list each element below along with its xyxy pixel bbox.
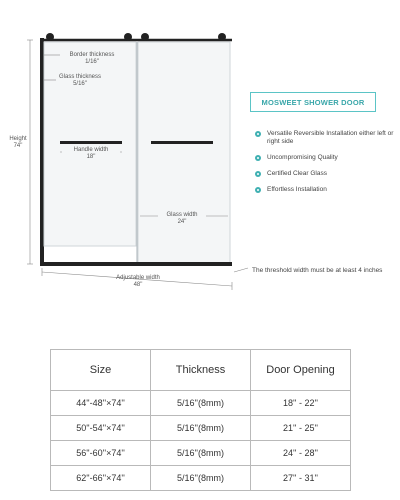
bullet-icon <box>255 155 261 161</box>
height-label: Height 74" <box>9 136 27 149</box>
roller-left <box>46 33 54 41</box>
header-size: Size <box>51 350 151 391</box>
cell-thickness: 5/16''(8mm) <box>151 466 251 491</box>
cell-thickness: 5/16''(8mm) <box>151 391 251 416</box>
bullet-icon <box>255 187 261 193</box>
right-glass-panel <box>138 42 230 264</box>
header-thickness: Thickness <box>151 350 251 391</box>
cell-thickness: 5/16''(8mm) <box>151 441 251 466</box>
feature-list <box>255 130 395 202</box>
header-door-opening: Door Opening <box>251 350 351 391</box>
product-title-text: MOSWEET SHOWER DOOR <box>261 97 365 107</box>
table-row <box>51 416 351 441</box>
right-handle <box>151 141 213 144</box>
table-row <box>51 466 351 491</box>
feature-item: Certified Clear Glass <box>255 170 395 178</box>
spec-table <box>50 349 351 491</box>
feature-item: Uncompromising Quality <box>255 154 395 162</box>
roller-right <box>141 33 149 41</box>
cell-door-opening: 18'' - 22'' <box>251 391 351 416</box>
threshold-note: The threshold width must be at least 4 inches <box>252 267 383 274</box>
table-header-row <box>51 350 351 391</box>
cell-door-opening: 27'' - 31'' <box>251 466 351 491</box>
left-handle <box>60 141 122 144</box>
border-thickness-label: Border thickness 1/16" <box>69 52 115 65</box>
glass-width-label: Glass width 24" <box>158 212 206 226</box>
feature-item: Effortless Installation <box>255 186 395 194</box>
table-row <box>51 441 351 466</box>
adjustable-width-label: Adjustable width 48" <box>116 275 160 288</box>
bottom-threshold <box>40 262 232 266</box>
product-title <box>250 92 376 112</box>
cell-size: 56''-60''×74'' <box>51 441 151 466</box>
glass-thickness-label: Glass thickness 5/16" <box>58 74 101 87</box>
bullet-icon <box>255 171 261 177</box>
cell-size: 50''-54''×74'' <box>51 416 151 441</box>
left-frame <box>40 38 44 264</box>
table-row <box>51 391 351 416</box>
bullet-icon <box>255 131 261 137</box>
cell-door-opening: 21'' - 25'' <box>251 416 351 441</box>
cell-size: 62''-66''×74'' <box>51 466 151 491</box>
feature-item: Versatile Reversible Installation either left or right side <box>255 130 395 146</box>
roller-left-2 <box>124 33 132 41</box>
shower-door-diagram <box>0 0 250 300</box>
cell-thickness: 5/16''(8mm) <box>151 416 251 441</box>
cell-door-opening: 24'' - 28'' <box>251 441 351 466</box>
roller-right-2 <box>218 33 226 41</box>
cell-size: 44''-48''×74'' <box>51 391 151 416</box>
handle-width-label: Handle width 18" <box>62 147 120 161</box>
